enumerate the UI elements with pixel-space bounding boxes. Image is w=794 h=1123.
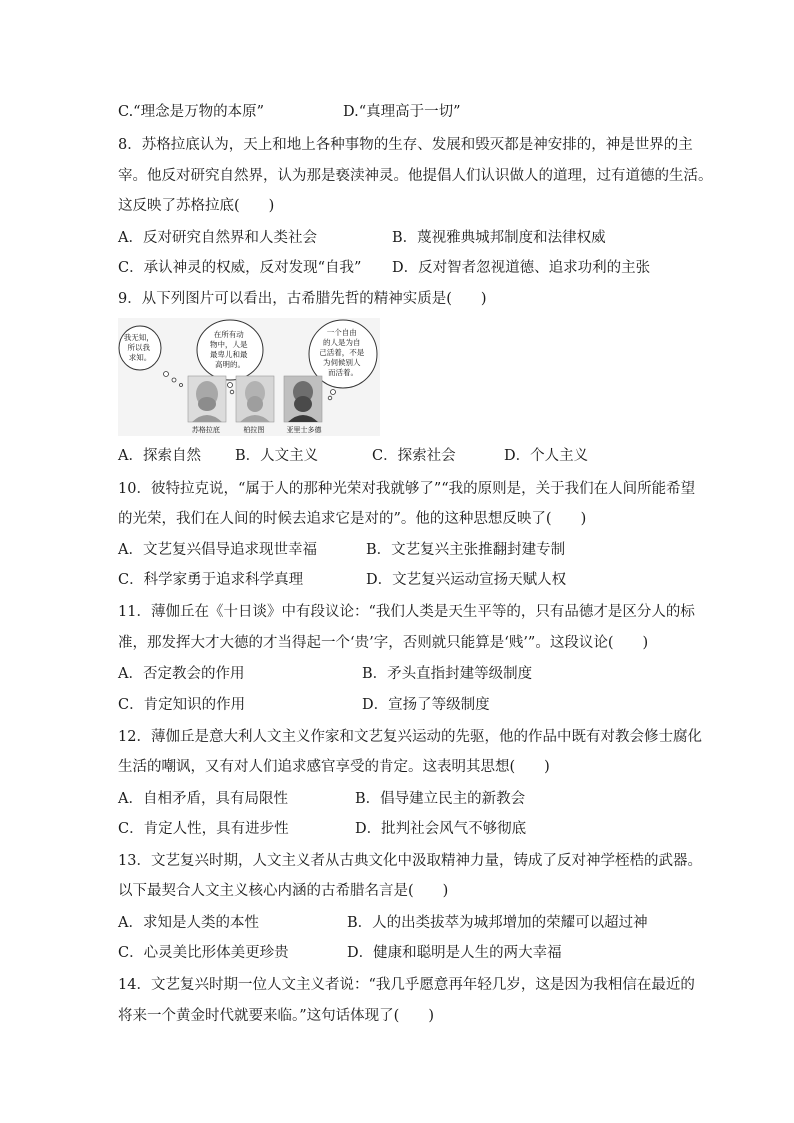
q10-option-b: B．文艺复兴主张推翻封建专制	[366, 542, 566, 558]
q12-option-c: C．肯定人性，具有进步性	[118, 821, 289, 837]
q13-option-a: A．求知是人类的本性	[118, 915, 259, 931]
q11-stem-line1: 11．薄伽丘在《十日谈》中有段议论：“我们人类是天生平等的，只有品德才是区分人的标	[118, 604, 695, 620]
thought-dot	[164, 372, 169, 377]
thought-dot	[180, 384, 183, 387]
thought-dot	[172, 378, 176, 382]
q13-option-c: C．心灵美比形体美更珍贵	[118, 945, 289, 961]
q7-option-d: D.“真理高于一切”	[343, 104, 461, 120]
q8-option-c: C．承认神灵的权威，反对发现“自我”	[118, 260, 362, 276]
q14-stem-line2: 将来一个黄金时代就要来临。”这句话体现了( )	[118, 1008, 434, 1024]
q12-stem-line1: 12．薄伽丘是意大利人文主义作家和文艺复兴运动的先驱，他的作品中既有对教会修士腐化	[118, 729, 702, 745]
q11-option-a: A．否定教会的作用	[118, 666, 245, 682]
q13-option-d: D．健康和聪明是人生的两大幸福	[347, 945, 562, 961]
q9-option-b: B．人文主义	[235, 448, 319, 464]
bubble3-line5: 而活着。	[328, 368, 358, 377]
q14-stem-line1: 14．文艺复兴时期一位人文主义者说：“我几乎愿意再年轻几岁，这是因为我相信在最近的	[118, 977, 695, 993]
bubble1-line1: 我无知，	[123, 333, 154, 342]
svg-text:苏格拉底 柏拉图 亚里士多德	[192, 425, 323, 434]
thought-dot	[331, 390, 336, 395]
bubble3-line2: 的人是为自	[323, 338, 361, 347]
q8-stem-line3: 这反映了苏格拉底( )	[118, 198, 275, 214]
bubble3-line3: 己活着，不是	[319, 348, 365, 357]
bubble2-line3: 最卑儿和最	[210, 350, 248, 359]
q10-option-c: C．科学家勇于追求科学真理	[118, 572, 304, 588]
bubble3-line1: 一个自由	[326, 328, 357, 337]
q7-option-c: C.“理念是万物的本原”	[118, 104, 265, 120]
q9-stem-line1: 9．从下列图片可以看出，古希腊先哲的精神实质是( )	[118, 291, 487, 307]
q13-stem-line1: 13．文艺复兴时期，人文主义者从古典文化中汲取精神力量，铸成了反对神学桎梏的武器。	[118, 853, 702, 869]
philosophers-figure	[118, 318, 380, 436]
caption-socrates: 苏格拉底	[191, 426, 220, 434]
q11-option-b: B．矛头直指封建等级制度	[362, 666, 533, 682]
q8-option-a: A．反对研究自然界和人类社会	[118, 230, 317, 246]
q8-stem-line1: 8．苏格拉底认为，天上和地上各种事物的生存、发展和毁灭都是神安排的，神是世界的主	[118, 137, 693, 153]
q10-option-a: A．文艺复兴倡导追求现世幸福	[118, 542, 317, 558]
q9-option-a: A．探索自然	[118, 448, 201, 464]
bubble1-line2: 所以我	[127, 343, 151, 352]
q12-option-a: A．自相矛盾，具有局限性	[118, 791, 288, 807]
bubble2-line4: 高明的。	[215, 360, 245, 369]
q8-option-b: B．蔑视雅典城邦制度和法律权威	[392, 230, 606, 246]
q13-option-b: B．人的出类拔萃为城邦增加的荣耀可以超过神	[347, 915, 648, 931]
thought-dot	[230, 390, 234, 394]
q8-option-d: D．反对智者忽视道德、追求功利的主张	[392, 260, 651, 276]
caption-plato: 柏拉图	[243, 426, 265, 434]
q9-option-c: C．探索社会	[372, 448, 456, 464]
bubble2-line1: 在所有动	[213, 330, 244, 339]
q12-option-d: D．批判社会风气不够彻底	[355, 821, 527, 837]
bubble1-line3: 求知。	[128, 353, 152, 362]
q10-stem-line1: 10．彼特拉克说，“属于人的那种光荣对我就够了”“我的原则是，关于我们在人间所能希望	[118, 481, 696, 497]
q10-stem-line2: 的光荣，我们在人间的时候去追求它是对的”。他的这种思想反映了( )	[118, 511, 587, 527]
q8-stem-line2: 宰。他反对研究自然界，认为那是亵渎神灵。他提倡人们认识做人的道理，过有道德的生活。	[118, 168, 713, 184]
bubble2-line2: 物中，人是	[210, 340, 248, 349]
q11-stem-line2: 准，那发挥大才大德的才当得起一个‘贵’字，否则就只能算是‘贱’”。这段议论( )	[118, 635, 649, 651]
caption-aristotle: 亚里士多德	[286, 426, 322, 434]
q12-option-b: B．倡导建立民主的新教会	[355, 791, 526, 807]
q12-stem-line2: 生活的嘲讽，又有对人们追求感官享受的肯定。这表明其思想( )	[118, 759, 550, 775]
socrates-portrait	[188, 376, 226, 422]
q10-option-d: D．文艺复兴运动宣扬天赋人权	[366, 572, 567, 588]
q11-option-c: C．肯定知识的作用	[118, 697, 246, 713]
q9-option-d: D．个人主义	[504, 448, 589, 464]
plato-portrait	[236, 376, 274, 422]
aristotle-portrait	[284, 376, 322, 422]
thought-dot	[328, 396, 332, 400]
q13-stem-line2: 以下最契合人文主义核心内涵的古希腊名言是( )	[118, 883, 449, 899]
bubble3-line4: 为伺候别人	[323, 358, 361, 367]
thought-dot	[228, 383, 233, 388]
q11-option-d: D．宣扬了等级制度	[362, 697, 490, 713]
